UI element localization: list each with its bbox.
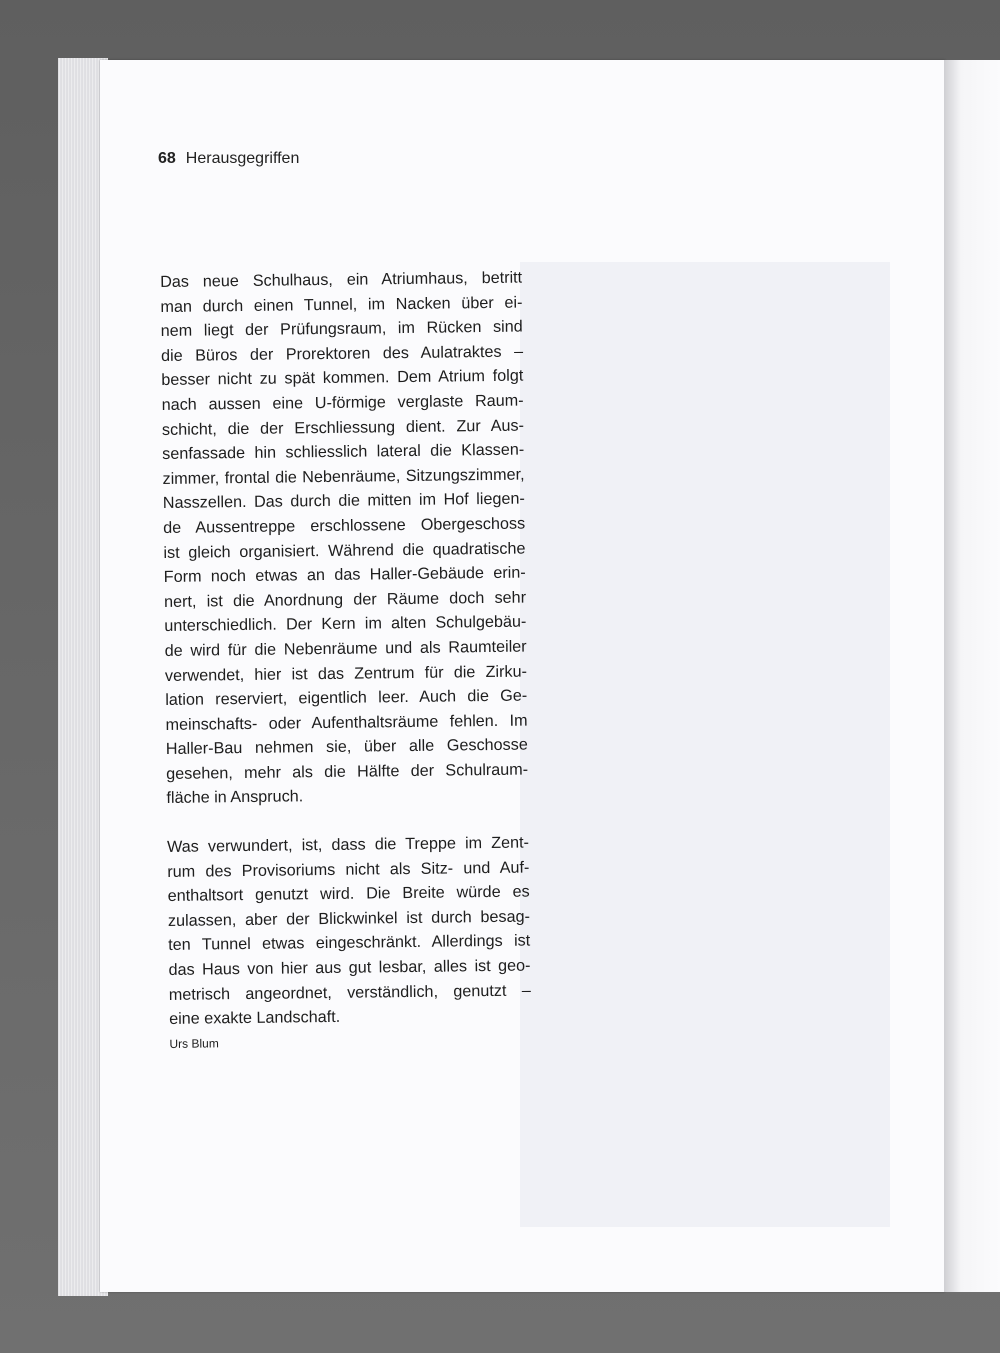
text-line: man durch einen Tunnel, im Nacken über ei-	[160, 293, 523, 316]
text-line: Nasszellen. Das durch die mitten im Hof liegen-	[162, 489, 525, 513]
text-line: eine exakte Landschaft.	[169, 1008, 341, 1029]
text-line: verwendet, hier ist das Zentrum für die Zirku-	[164, 662, 528, 685]
text-line: Form noch etwas an das Haller-Gebäude erin-	[163, 563, 526, 587]
text-line: die Büros der Prorektoren des Aulatraktes –	[160, 342, 524, 365]
author-name: Urs Blum	[169, 1036, 219, 1051]
text-line: nach aussen eine U-förmige verglaste Raum-	[161, 391, 524, 414]
text-line: de wird für die Nebenräume und als Raumteiler	[164, 637, 527, 660]
text-line: das Haus von hier aus gut lesbar, alles ist geo-	[168, 956, 531, 979]
text-line: nem liegt der Prüfungsraum, im Rücken sind	[160, 317, 523, 341]
text-line: lation reserviert, eigentlich leer. Auch die Ge-	[165, 686, 528, 710]
image-show-through	[520, 262, 890, 1227]
running-header	[158, 150, 299, 168]
page-number: 68	[158, 150, 176, 167]
text-line: Haller-Bau nehmen sie, über alle Geschosse	[165, 735, 528, 759]
text-line: ist gleich organisiert. Während die quadratische	[163, 539, 526, 562]
text-line: unterschiedlich. Der Kern im alten Schulgebäu-	[164, 612, 527, 636]
text-line: schicht, die der Erschliessung dient. Zur Aus-	[161, 416, 525, 439]
text-line: besser nicht zu spät kommen. Dem Atrium folgt	[161, 366, 524, 390]
text-line: gesehen, mehr als die Hälfte der Schulraum-	[166, 760, 529, 783]
text-line: rum des Provisoriums nicht als Sitz- und Auf-	[167, 858, 530, 881]
paragraph-2	[167, 831, 531, 1032]
section-title: Herausgegriffen	[185, 150, 300, 167]
text-line: enthaltsort genutzt wird. Die Breite würde es	[167, 882, 530, 906]
text-line: de Aussentreppe erschlossene Obergeschoss	[163, 514, 526, 537]
text-line: ten Tunnel etwas eingeschränkt. Allerdings ist	[168, 931, 531, 955]
text-line: nert, ist die Anordnung der Räume doch sehr	[163, 588, 527, 611]
text-line: Das neue Schulhaus, ein Atriumhaus, betritt	[160, 268, 523, 291]
text-line: zulassen, aber der Blickwinkel ist durch besag-	[167, 907, 531, 930]
text-line: metrisch angeordnet, verständlich, genutzt –	[168, 981, 531, 1004]
text-line: Was verwundert, ist, dass die Treppe im Zent-	[166, 833, 530, 857]
paragraph-1	[160, 266, 529, 811]
article-body	[160, 266, 532, 1052]
facing-page-edge	[944, 60, 1000, 1292]
text-line: meinschafts- oder Aufenthaltsräume fehlen. Im	[165, 711, 528, 734]
text-line: senfassade hin schliesslich lateral die Klassen-	[162, 440, 525, 464]
text-line: fläche in Anspruch.	[166, 787, 304, 808]
text-line: zimmer, frontal die Nebenräume, Sitzungszimmer,	[162, 465, 525, 488]
